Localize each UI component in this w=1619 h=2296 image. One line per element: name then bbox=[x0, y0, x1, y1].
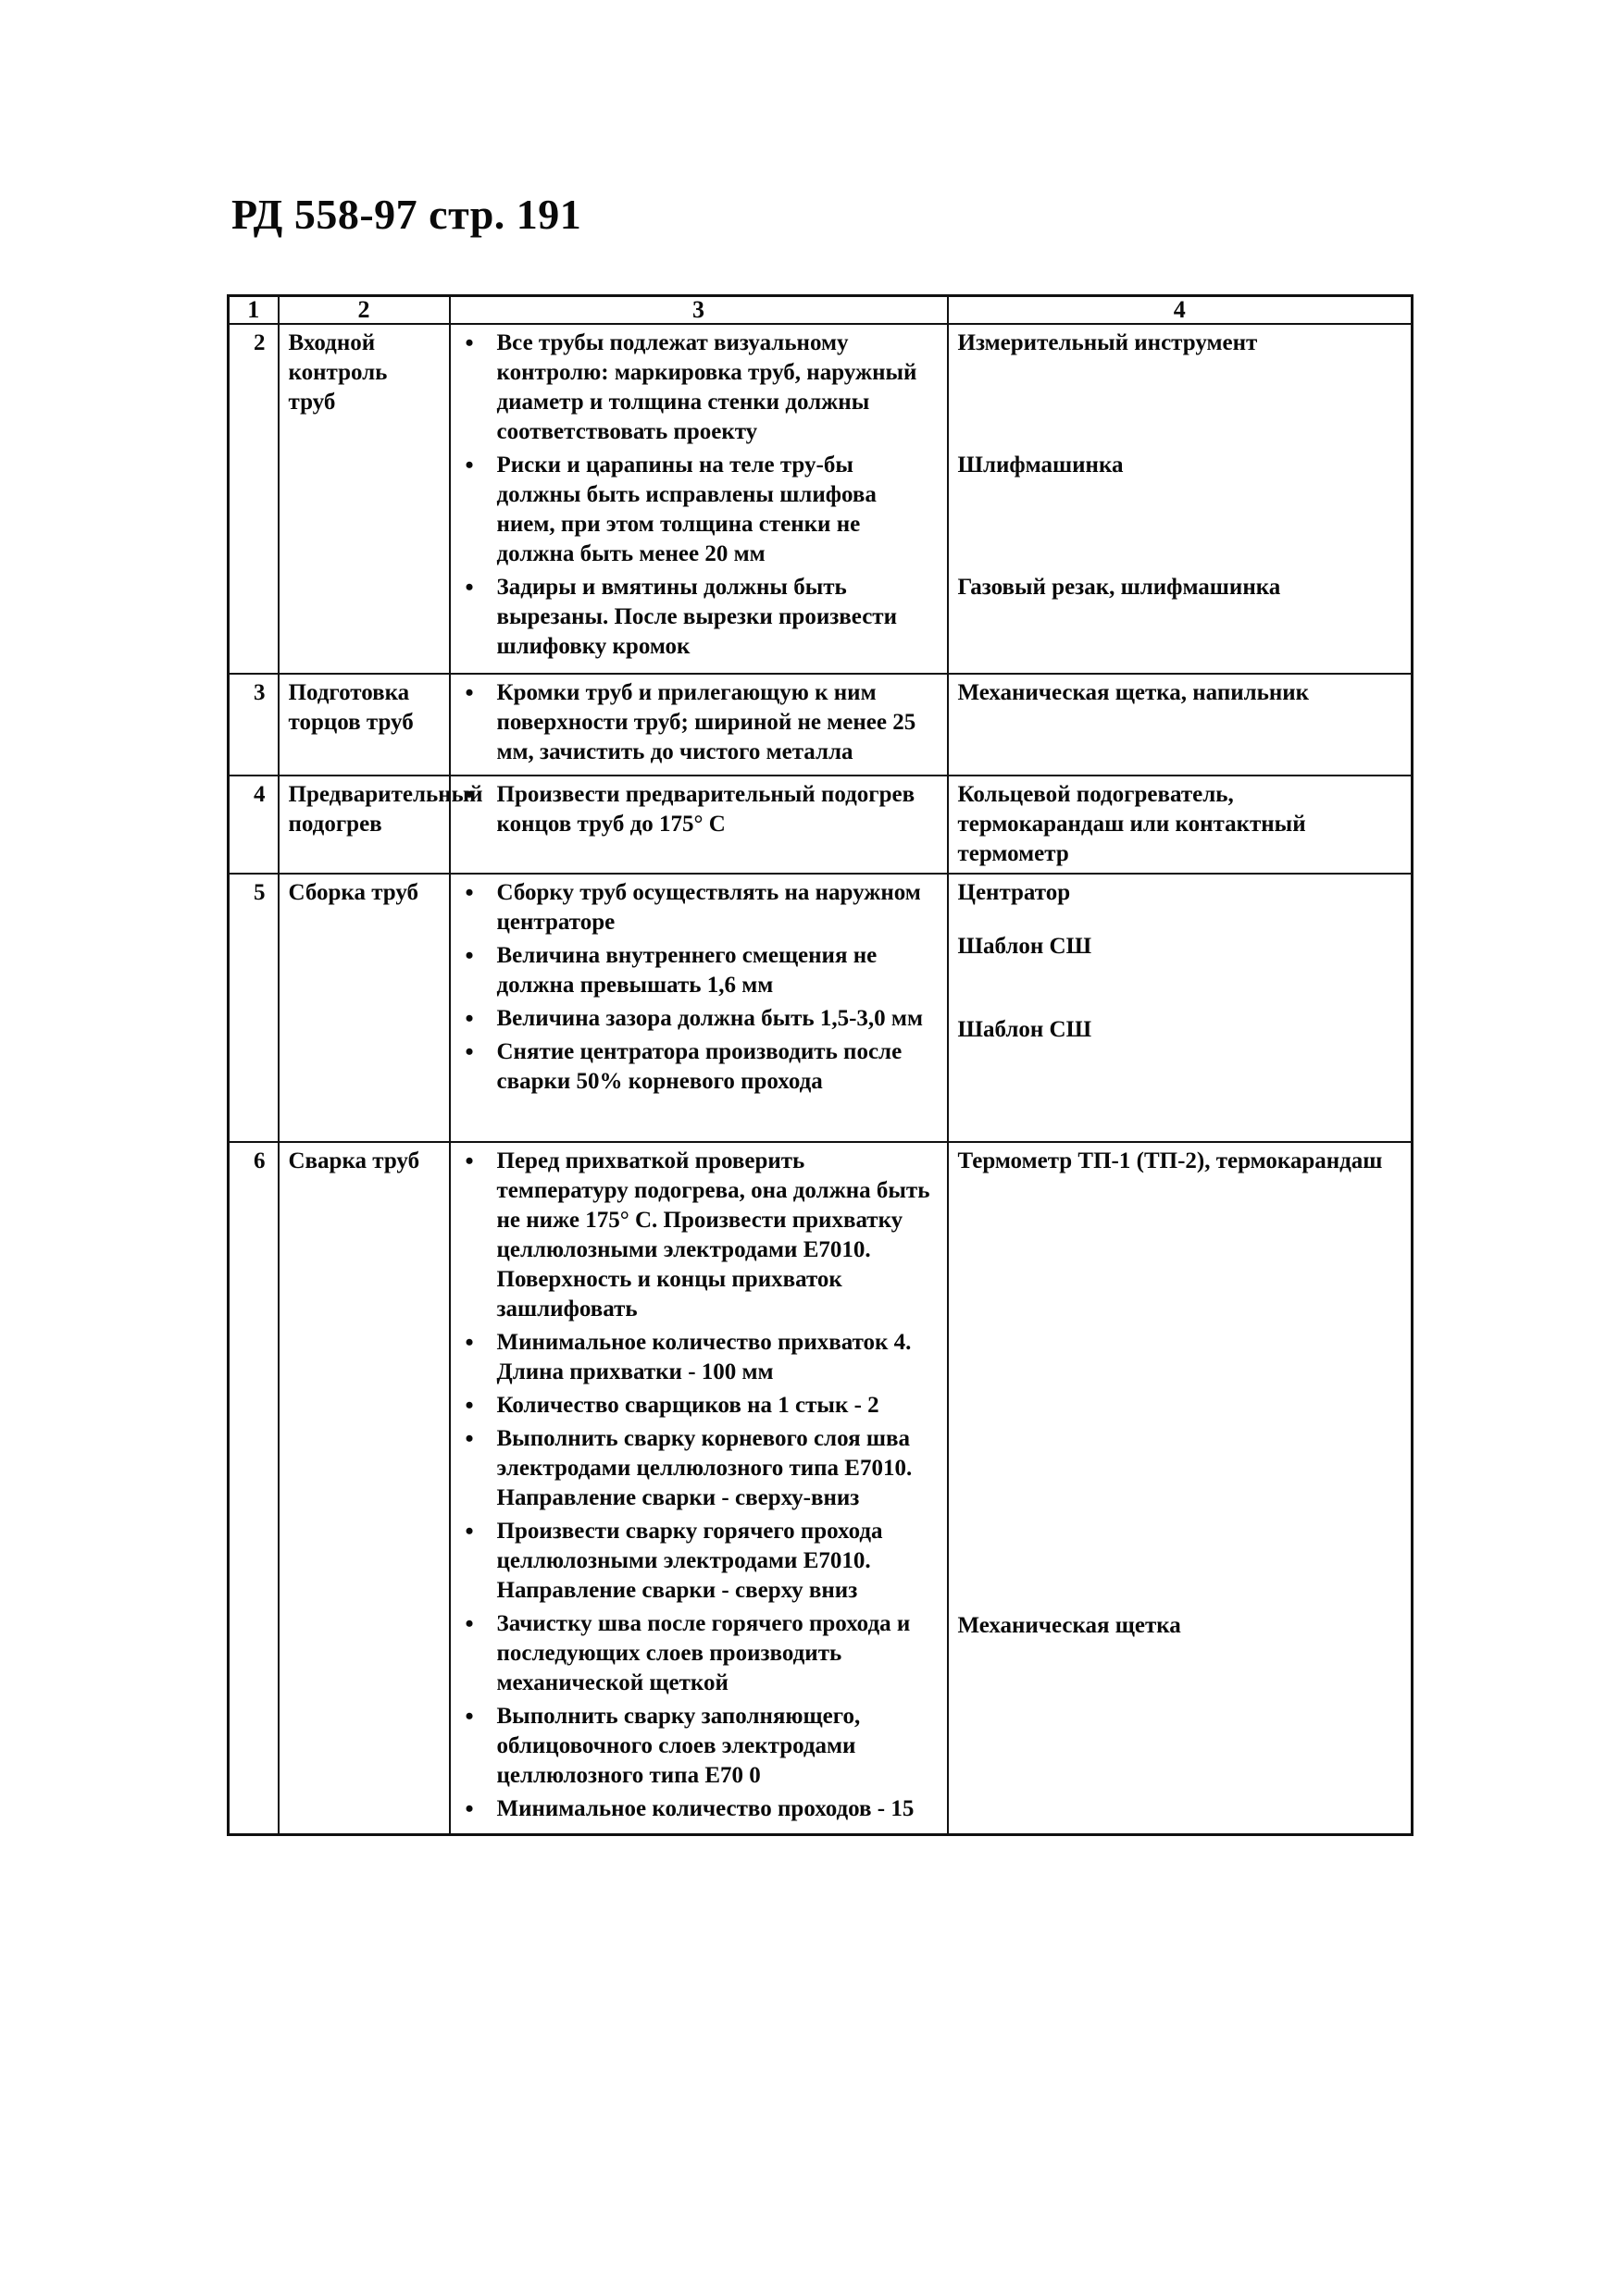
requirements-cell bbox=[450, 776, 948, 874]
row-number: 6 bbox=[229, 1142, 279, 1834]
table-header-row bbox=[229, 296, 1413, 325]
list-item: • Произвести предварительный подогрев концов труб до 175° С bbox=[460, 780, 938, 839]
list-item: • Перед прихваткой проверить температуру подогрева, она должна быть не ниже 175° С. Произвести прихватку целлюлозными электродами Е7010. Поверхность и концы прихваток зашлифовать bbox=[460, 1147, 938, 1324]
operation-name: Подготовка торцов труб bbox=[279, 674, 450, 776]
column-header-1: 1 bbox=[229, 296, 279, 325]
list-item: • Выполнить сварку корневого слоя шва электродами целлюлозного типа Е7010. Направление сварки - сверху-вниз bbox=[460, 1424, 938, 1513]
list-item: • Кромки труб и прилегающую к ним поверхности труб; шириной не менее 25 мм, зачистить до чистого металла bbox=[460, 678, 938, 767]
requirements-cell bbox=[450, 1142, 948, 1834]
tool-text: Центратор bbox=[957, 880, 1071, 905]
tool-text: Шлифмашинка bbox=[957, 453, 1124, 478]
table-row bbox=[229, 674, 1413, 776]
table-row bbox=[229, 776, 1413, 874]
list-item: • Величина зазора должна быть 1,5-3,0 мм bbox=[460, 1004, 938, 1034]
operation-name: Сварка труб bbox=[279, 1142, 450, 1834]
tool-text: Кольцевой подогреватель, термокарандаш или контактный термометр bbox=[957, 782, 1306, 866]
operation-name: Предварительный подогрев bbox=[279, 776, 450, 874]
list-item: • Риски и царапины на теле тру-бы должны быть исправлены шлифова нием, при этом толщина стенки не должна быть менее 20 мм bbox=[460, 451, 938, 569]
row-number: 3 bbox=[229, 674, 279, 776]
list-item: • Выполнить сварку заполняющего, облицовочного слоев электродами целлюлозного типа Е70 0 bbox=[460, 1702, 938, 1791]
list-item: • Величина внутреннего смещения не должна превышать 1,6 мм bbox=[460, 941, 938, 1000]
list-item: • Зачистку шва после горячего прохода и последующих слоев производить механической щеткой bbox=[460, 1609, 938, 1698]
tools-cell bbox=[948, 674, 1413, 776]
row-number: 2 bbox=[229, 324, 279, 674]
requirements-cell bbox=[450, 324, 948, 674]
operation-name: Сборка труб bbox=[279, 874, 450, 1142]
list-item: • Задиры и вмятины должны быть вырезаны. После вырезки произвести шлифовку кромок bbox=[460, 573, 938, 662]
list-item: • Минимальное количество проходов - 15 bbox=[460, 1794, 938, 1824]
list-item: • Снятие центратора производить после сварки 50% корневого прохода bbox=[460, 1037, 938, 1097]
tool-text: Шаблон СШ bbox=[957, 934, 1092, 959]
tool-text: Газовый резак, шлифмашинка bbox=[957, 575, 1281, 600]
list-item: • Произвести сварку горячего прохода целлюлозными электродами Е7010. Направление сварки - сверху вниз bbox=[460, 1517, 938, 1606]
list-item: • Минимальное количество прихваток 4. Длина прихватки - 100 мм bbox=[460, 1328, 938, 1387]
tool-text: Механическая щетка bbox=[957, 1613, 1181, 1638]
operations-table bbox=[227, 294, 1414, 1836]
tool-text: Термометр ТП-1 (ТП-2), термокарандаш bbox=[957, 1148, 1383, 1173]
column-header-3: 3 bbox=[450, 296, 948, 325]
tool-text: Измерительный инструмент bbox=[957, 330, 1258, 355]
tools-cell bbox=[948, 776, 1413, 874]
tool-text: Механическая щетка, напильник bbox=[957, 680, 1310, 705]
table-row bbox=[229, 874, 1413, 1142]
table-row bbox=[229, 324, 1413, 674]
column-header-4: 4 bbox=[948, 296, 1413, 325]
tools-cell bbox=[948, 874, 1413, 1142]
requirements-cell bbox=[450, 874, 948, 1142]
table-row bbox=[229, 1142, 1413, 1834]
row-number: 4 bbox=[229, 776, 279, 874]
tools-cell bbox=[948, 324, 1413, 674]
tool-text: Шаблон СШ bbox=[957, 1017, 1092, 1042]
operation-name: Входной контроль труб bbox=[279, 324, 450, 674]
list-item: • Все трубы подлежат визуальному контролю: маркировка труб, наружный диаметр и толщина стенки должны соответствовать проекту bbox=[460, 329, 938, 447]
page-header: РД 558-97 стр. 191 bbox=[231, 191, 582, 238]
requirements-cell bbox=[450, 674, 948, 776]
row-number: 5 bbox=[229, 874, 279, 1142]
column-header-2: 2 bbox=[279, 296, 450, 325]
tools-cell bbox=[948, 1142, 1413, 1834]
list-item: • Сборку труб осуществлять на наружном центраторе bbox=[460, 878, 938, 937]
list-item: • Количество сварщиков на 1 стык - 2 bbox=[460, 1391, 938, 1421]
